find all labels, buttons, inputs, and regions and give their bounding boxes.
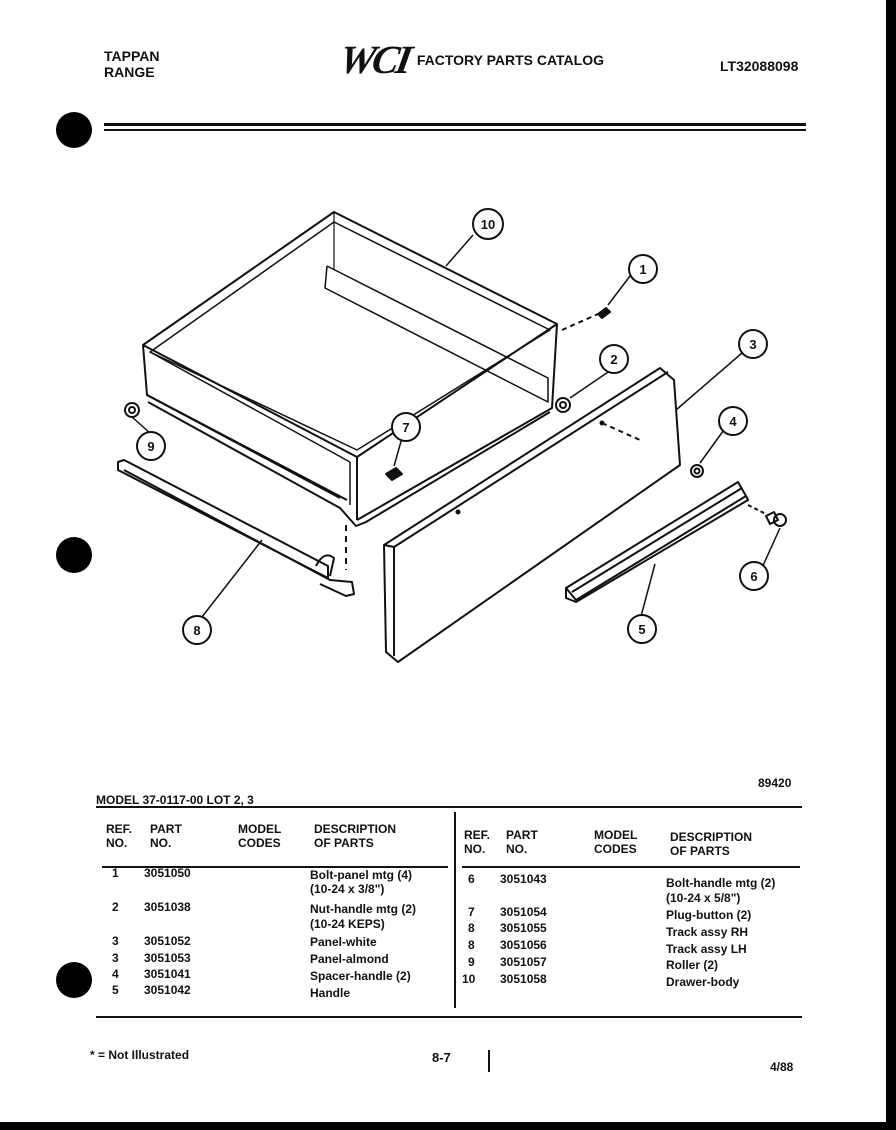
callout-5 (628, 615, 656, 643)
wci-logo: WCI (336, 37, 413, 82)
svg-text:6: 6 (750, 569, 758, 584)
bolt-handle-mtg (748, 505, 786, 526)
svg-text:4: 4 (729, 414, 737, 429)
callout-8 (183, 616, 211, 644)
col-header-model: MODEL CODES (594, 828, 638, 856)
svg-text:7: 7 (402, 420, 410, 435)
model-line: MODEL 37-0117-00 LOT 2, 3 (96, 793, 254, 807)
page-number: 8-7 (432, 1050, 451, 1065)
svg-text:3: 3 (749, 337, 757, 352)
callout-2 (600, 345, 628, 373)
col-header-part: PART NO. (506, 828, 538, 856)
header-underline (462, 866, 800, 868)
svg-text:5: 5 (638, 622, 646, 637)
table-divider (454, 812, 456, 1008)
footnote: * = Not Illustrated (90, 1048, 190, 1062)
callout-1 (629, 255, 657, 283)
svg-text:2: 2 (610, 352, 618, 367)
catalog-title: FACTORY PARTS CATALOG (416, 52, 605, 68)
svg-text:9: 9 (147, 439, 155, 454)
svg-text:8: 8 (193, 623, 201, 638)
col-header-ref: REF. NO. (464, 828, 491, 856)
drawer-track (118, 460, 354, 596)
col-header-model: MODEL CODES (238, 822, 282, 850)
catalog-page: TAPPAN RANGE WCI FACTORY PARTS CATALOG LT32088098 10 1 2 3 4 7 9 6 5 8 89420 MODEL 37-0117-00 LOT 2, 3 REF. NO. PART NO. MODEL CODES DESCRIPTION OF PARTS REF. NO. PART NO. MODEL CODES DESCRIPTION OF PARTS 1 3051050 Bolt-panel mtg (4) (10-24 x 3/8") 2 3051038 Nut-handle mtg (2) (10-24 KEPS) 3 3051052 Panel-white 3 3051053 Panel-almond 4 3051041 Spacer-handle (2) 5 3051042 Handle 6 3051043 Bolt-handle mtg (2) (10-24 x 5/8") 7 3051054 Plug-button (2) 8 3051055 Track assy RH 8 3051056 Track assy LH 9 3051057 Roller (2) 10 3051058 Drawer-body * = Not Illustrated 8-7 4/88 (0, 0, 886, 1122)
product-type: RANGE (104, 64, 155, 80)
callout-4 (719, 407, 747, 435)
spacer-handle (691, 465, 703, 477)
plug-button (386, 468, 402, 480)
col-header-description: DESCRIPTION OF PARTS (314, 822, 397, 850)
catalog-code: LT32088098 (720, 58, 799, 74)
binder-hole (56, 962, 92, 998)
brand-name: TAPPAN (104, 48, 160, 64)
roller-part (125, 403, 139, 417)
col-header-part: PART NO. (150, 822, 182, 850)
col-header-description: DESCRIPTION OF PARTS (670, 830, 753, 858)
svg-text:10: 10 (480, 217, 496, 232)
svg-text:1: 1 (639, 262, 647, 277)
figure-number: 89420 (758, 776, 792, 790)
page-mark (488, 1050, 490, 1072)
bolt-panel-mtg (562, 308, 610, 330)
print-date: 4/88 (770, 1060, 794, 1074)
callout-6 (740, 562, 768, 590)
callout-3 (739, 330, 767, 358)
callout-9 (137, 432, 165, 460)
callout-10 (473, 209, 503, 239)
col-header-ref: REF. NO. (106, 822, 133, 850)
callout-7 (392, 413, 420, 441)
